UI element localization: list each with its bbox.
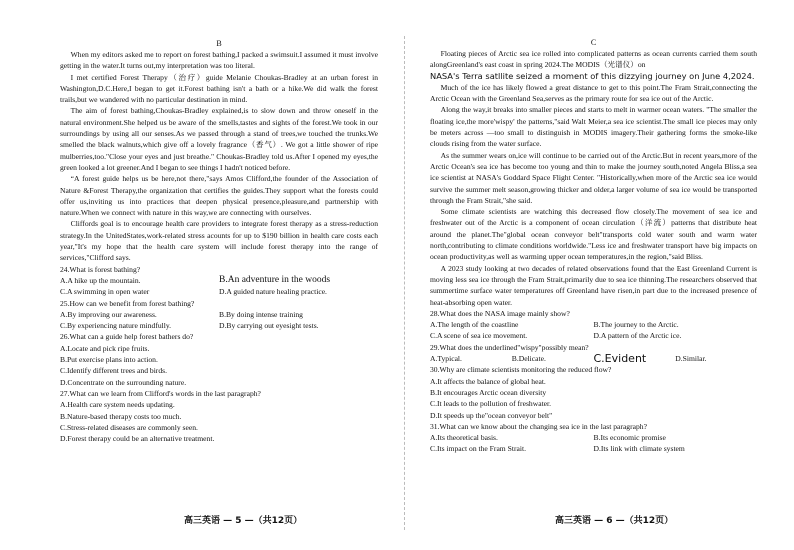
passage-b-paragraph-3: The aim of forest bathing,Choukas-Bradley explained,is to slow down and throw oneself in the natural environment.She helped us be aware of the smells,tastes and sights of the forest.We took in our surroundings by using all our senses.As we passed through a stand of trees,we touched the trunks.We smelled the black walnuts,which give off a lovely fragrance（香气）. We got a little shower of ripe mulberries,too."Close your eyes and just breathe." Choukas-Bradley told us.After I opened my eyes,the green looked a lot greener.And I began to see things I hadn't noticed before.	[60, 106, 378, 172]
option-b: B.The journey to the Arctic.	[593, 320, 679, 330]
section-b-heading: B	[216, 39, 222, 48]
question-24	[60, 264, 378, 298]
passage-c-paragraph-1	[430, 48, 757, 71]
option-b: B.Its economic promise	[593, 433, 666, 443]
option-b: B.Put exercise plans into action.	[60, 355, 158, 365]
option-a: A.Typical.	[430, 354, 462, 364]
question-stem: 26.What can a guide help forest bathers do?	[60, 332, 194, 342]
option-b: B.Nature-based therapy costs too much.	[60, 411, 182, 421]
option-b: B.By doing intense training	[219, 309, 303, 319]
right-page	[430, 0, 757, 455]
option-a: A.Health care system needs updating.	[60, 400, 175, 410]
paragraph-1-text: Floating pieces of Arctic sea ice rolled into complicated patterns as ocean currents carried them south alongGreenland's east coast in spring 2024.The MODIS（光谱仪）on	[430, 49, 757, 70]
question-29	[430, 342, 757, 365]
option-d: D.By carrying out eyesight tests.	[219, 321, 319, 331]
question-stem: 25.How can we benefit from forest bathing?	[60, 298, 195, 308]
option-a: A.By improving our awareness.	[60, 309, 157, 319]
option-d: D.A guided nature healing practice.	[219, 287, 327, 297]
option-a: A.The length of the coastline	[430, 320, 519, 330]
question-stem: 31.What can we know about the changing sea ice in the last paragraph?	[430, 421, 647, 431]
option-d: D.Concentrate on the surrounding nature.	[60, 377, 187, 387]
right-page-footer: 高三英语 — 6 —（共12页）	[555, 516, 674, 526]
passage-b-paragraph-2: I met certified Forest Therapy（治疗）guide Melanie Choukas-Bradley at an urban forest in Washington,D.C.Here,I began to get it.Forest bathing isn't a bath or a hike.We did walk the forest trails,but we wandered with no particular destination in mind.	[60, 72, 378, 105]
option-c: C.Stress-related diseases are commonly seen.	[60, 422, 198, 432]
question-28	[430, 308, 757, 342]
option-a: A.Locate and pick ripe fruits.	[60, 343, 150, 353]
option-b: B.It encourages Arctic ocean diversity	[430, 387, 547, 397]
passage-c-paragraph-2: Much of the ice has likely flowed a great distance to get to this point.The Fram Strait,connecting the Arctic Ocean with the Greenland Sea,serves as the primary route for sea ice out of the Arctic.	[430, 82, 757, 104]
option-a: A.It affects the balance of global heat.	[430, 376, 546, 386]
question-stem: 29.What does the underlined"wispy"possibly mean?	[430, 342, 589, 352]
option-c: C.It leads to the pollution of freshwater.	[430, 399, 552, 409]
question-30	[430, 364, 757, 420]
option-c: C.A scene of sea ice movement.	[430, 331, 528, 341]
option-d: D.Forest therapy could be an alternative treatment.	[60, 434, 215, 444]
option-a: A.Its theoretical basis.	[430, 433, 498, 443]
handwritten-line: NASA's Terra satllite seized a moment of this dizzying journey on June 4,2024.	[430, 70, 755, 81]
passage-c-paragraph-6: A 2023 study looking at two decades of related observations found that the East Greenland Current is moving less sea ice through the Fram Strait,primarily due to sea ice thinning.The researchers observed that summertime surface water temperatures off Greenland have risen,in part due to the increased presence of heat-absorbing open water.	[430, 263, 757, 307]
passage-b-paragraph-1: When my editors asked me to report on forest bathing,I packed a swimsuit.I assumed it must involve getting in the water.It turns out,my interpretation was too literal.	[60, 50, 378, 71]
option-b: B.An adventure in the woods	[219, 274, 331, 285]
passage-b-paragraph-5: Cliffords goal is to encourage health care providers to integrate forest therapy as a stress-reduction strategy.In the UnitedStates,work-related stress acounts for up to $190 billion in health care costs each year,"It's my hope that the health care system will include forest therapy into the range of services,"Clifford says.	[60, 219, 378, 263]
option-d: D.Its link with climate system	[593, 444, 685, 454]
left-page-footer: 高三英语 — 5 —（共12页）	[184, 516, 303, 526]
page-divider	[404, 36, 405, 530]
option-b: B.Delicate.	[511, 354, 546, 364]
option-c: C.Its impact on the Fram Strait.	[430, 444, 526, 454]
passage-c-paragraph-5: Some climate scientists are watching this decreased flow closely.The movement of sea ice and freshwater out of the Arctic is a component of ocean circulation（洋流）patterns that distribute heat around the planet.The"global ocean conveyor belt"transports cold water south and warm water north,contributing to climate conditions worldwide."Less ice and freshwater transport have big impacts on ocean productivity,as well as warming upper ocean temperatures,in the region,"said Bliss.	[430, 207, 757, 262]
question-stem: 24.What is forest bathing?	[60, 264, 141, 274]
option-d: D.A pattern of the Arctic ice.	[593, 331, 682, 341]
question-27	[60, 388, 378, 444]
passage-b-paragraph-4: “A forest guide helps us be here,not there,"says Amos Clifford,the founder of the Association of Nature &Forest Therapy,the organization that certifies the guides.They support what the forests could offer us,inviting us into practices that deepen physical presence,pleasure,and partnership with nature.When we connect with nature in this way,we are connecting with ourselves.	[60, 174, 378, 218]
option-c: C.A swimming in open water	[60, 287, 150, 297]
option-c: C.Identify different trees and birds.	[60, 366, 167, 376]
option-d: D.Similar.	[675, 354, 707, 364]
section-c-heading: C	[590, 38, 597, 47]
question-stem: 28.What does the NASA image mainly show?	[430, 308, 570, 318]
question-26	[60, 331, 378, 387]
option-c: C.By experiencing nature mindfully.	[60, 321, 172, 331]
option-c: C.Evident	[593, 352, 647, 366]
option-d: D.It speeds up the"ocean conveyor belt"	[430, 410, 553, 420]
question-31	[430, 421, 757, 455]
left-page	[60, 0, 378, 444]
question-stem: 27.What can we learn from Clifford's words in the last paragraph?	[60, 388, 261, 398]
question-stem: 30.Why are climate scientists monitoring the reduced flow?	[430, 365, 612, 375]
passage-c-paragraph-3: Along the way,it breaks into smaller pieces and starts to melt in warmer ocean waters. "The smaller the floating ice,the more'wispy' the patterns,"said Walt Meier,a sea ice scientist.The small ice pieces may only be meters across —too small to distinguish in MODIS imagery.Their gathering forms the smoke-like clouds rising from the water surface.	[430, 105, 757, 149]
passage-c-paragraph-4: As the summer wears on,ice will continue to be carried out of the Arctic.But in recent years,more of the Arctic Ocean's sea ice has become too young and thin to make the journey south,noted Angela Bliss,a sea ice scientist at NASA's Goddard Space Flight Center. "Historically,when more of the Arctic sea ice would survive the summer melt season,growing thicker and older,a larger volume of sea ice would be transported through the Fram Strait,"she said.	[430, 150, 757, 205]
option-a: A.A hike up the mountain.	[60, 275, 141, 285]
question-25	[60, 298, 378, 332]
